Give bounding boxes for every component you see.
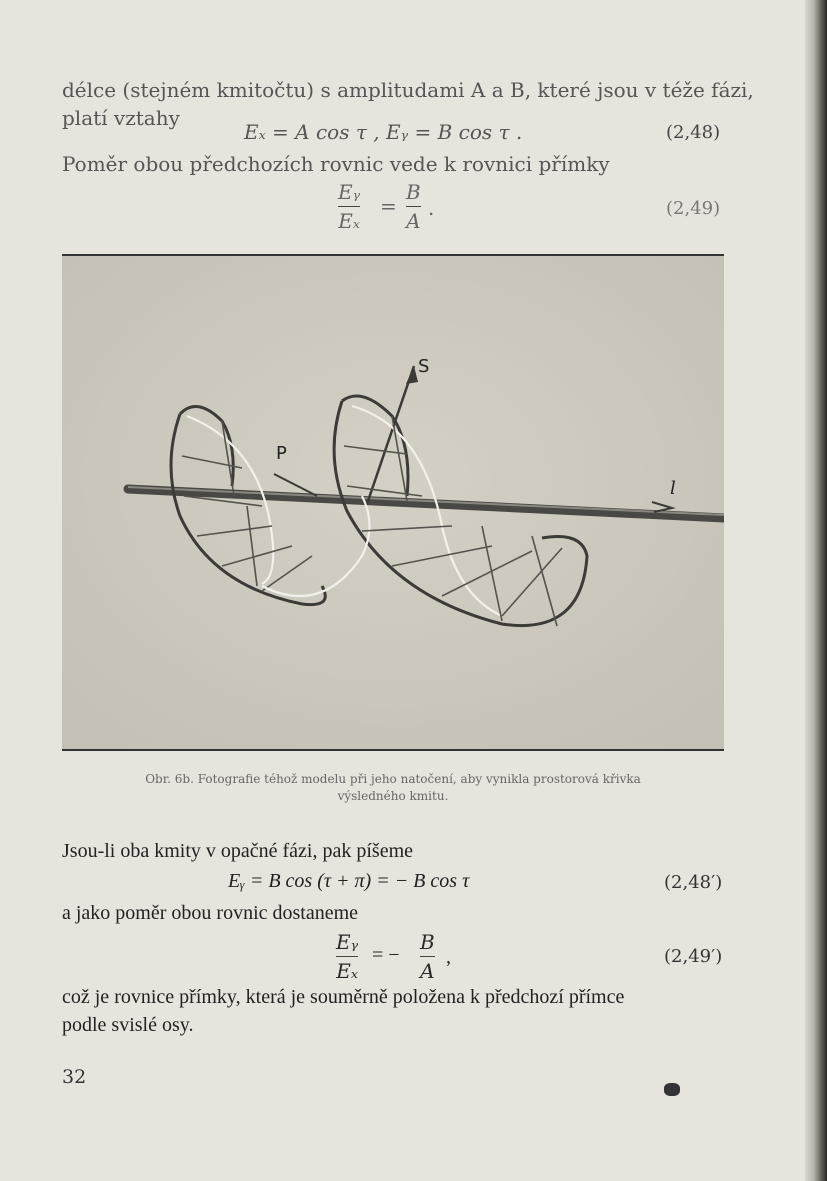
page-number: 32 xyxy=(62,1066,87,1088)
text-line-7: podle svislé osy. xyxy=(62,1014,194,1036)
caption-line-2: výsledného kmitu. xyxy=(337,789,449,803)
fraction-numerator: Eᵧ xyxy=(336,930,359,954)
fraction-bar xyxy=(338,206,360,207)
fraction-denominator: Eₓ xyxy=(336,959,358,983)
text-line-3: Poměr obou předchozích rovnic vede k rovnici přímky xyxy=(62,152,610,176)
equation-number-2-49: (2,49) xyxy=(666,198,721,219)
fraction-numerator: B xyxy=(406,180,421,204)
text-line-2: platí vztahy xyxy=(62,106,180,130)
ink-blot xyxy=(664,1083,680,1096)
book-spine-shadow xyxy=(805,0,827,1181)
equals-minus-sign: = − xyxy=(372,944,400,966)
fraction-bar xyxy=(406,206,421,207)
equation-number-2-49-prime: (2,49′) xyxy=(664,946,723,967)
equation-2-48-prime: Eᵧ = B cos (τ + π) = − B cos τ xyxy=(228,870,470,892)
caption-line-1: Obr. 6b. Fotografie téhož modelu při jeho natočení, aby vynikla prostorová křivka xyxy=(145,772,641,786)
comma: , xyxy=(446,946,451,968)
fraction-bar xyxy=(420,956,435,957)
fraction-denominator: A xyxy=(406,209,421,233)
equation-number-2-48-prime: (2,48′) xyxy=(664,872,723,893)
helix-model-illustration xyxy=(62,256,724,749)
fraction-denominator: Eₓ xyxy=(338,209,360,233)
label-s: S xyxy=(418,356,430,377)
equation-2-48: Eₓ = A cos τ , Eᵧ = B cos τ . xyxy=(244,120,523,144)
equals-sign: = xyxy=(380,194,397,218)
equation-number-2-48: (2,48) xyxy=(666,122,721,143)
figure-caption xyxy=(62,771,724,805)
text-line-1: délce (stejném kmitočtu) s amplitudami A a B, které jsou v téže fázi, xyxy=(62,78,754,102)
fraction-bar xyxy=(336,956,358,957)
text-line-5: a jako poměr obou rovnic dostaneme xyxy=(62,902,359,924)
fraction-b-a xyxy=(406,180,421,233)
model-photograph xyxy=(62,254,724,751)
fraction-numerator: Eᵧ xyxy=(338,180,361,204)
fraction-b-a-prime xyxy=(420,930,435,983)
label-p: P xyxy=(276,443,287,464)
label-l: l xyxy=(670,478,676,499)
fraction-numerator: B xyxy=(420,930,435,954)
fraction-ey-ex-prime xyxy=(336,930,358,983)
period: . xyxy=(428,196,435,220)
text-line-6: což je rovnice přímky, která je souměrně položena k předchozí přímce xyxy=(62,986,625,1008)
fraction-denominator: A xyxy=(420,959,435,983)
fraction-ey-ex xyxy=(338,180,360,233)
text-line-4: Jsou-li oba kmity v opačné fázi, pak píšeme xyxy=(62,840,414,862)
